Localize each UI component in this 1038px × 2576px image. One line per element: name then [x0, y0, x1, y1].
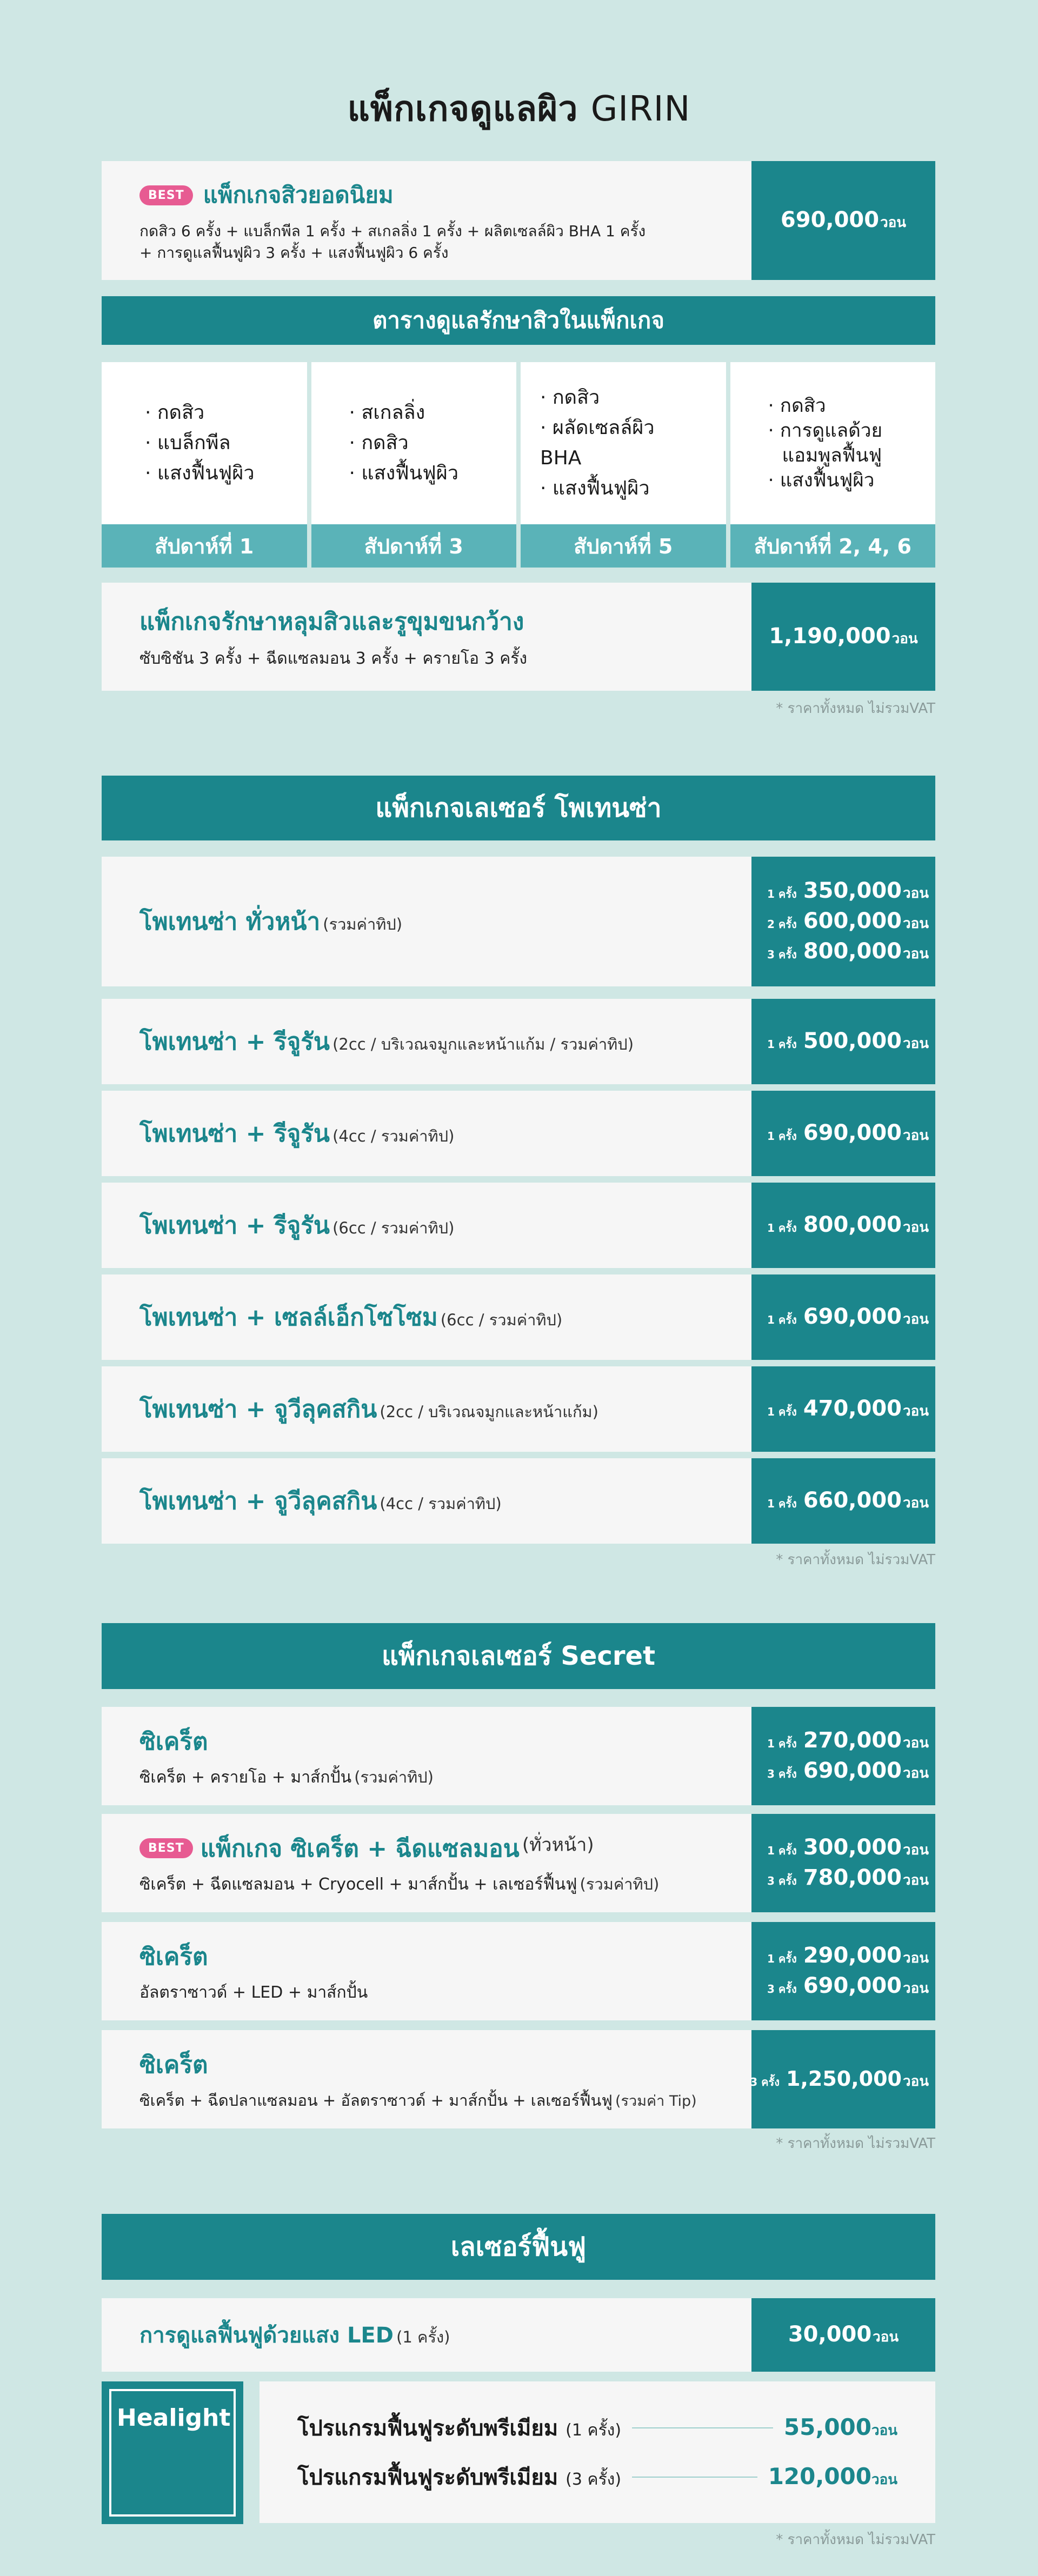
secret-item-sub: ซิเคร็ต + ฉีดปลาแซลมอน + อัลตราซาวด์ + มาส์กปั้น + เลเซอร์ฟื้นฟู — [139, 2091, 613, 2110]
potenza-item-name: โพเทนซ่า + เซลล์เอ็กโซโซม — [139, 1304, 438, 1331]
acne-popular-line2: + การดูแลฟื้นฟูผิว 3 ครั้ง + แสงฟื้นฟูผิว 6 ครั้ง — [139, 244, 449, 262]
acne-scar-price — [769, 624, 917, 650]
healight-option-1[interactable] — [297, 2411, 897, 2445]
price-currency: วอน — [903, 916, 929, 932]
healight-option-label — [297, 2411, 621, 2445]
potenza-item-prices — [751, 1458, 935, 1544]
secret-item-name: ซิเคร็ต — [139, 2051, 208, 2079]
potenza-item-note: (รวมค่าทิป) — [323, 915, 403, 933]
schedule-week-label: สัปดาห์ที่ 5 — [521, 524, 726, 568]
acne-popular-name: แพ็กเกจสิวยอดนิยม — [203, 182, 394, 208]
potenza-item-note: (4cc / รวมค่าทิป) — [332, 1127, 455, 1145]
price-count: 2 ครั้ง — [767, 918, 797, 931]
price-line — [767, 1835, 929, 1861]
acne-scar-price-box — [751, 583, 935, 691]
price-amount: 800,000 — [803, 1212, 902, 1237]
schedule-table — [102, 362, 935, 568]
price-count: 1 ครั้ง — [767, 1737, 797, 1750]
healight-option-name: โปรแกรมฟื้นฟูระดับพรีเมียม — [297, 2415, 558, 2441]
acne-scar-package[interactable] — [102, 583, 935, 691]
potenza-item-name: โพเทนซ่า + รีจูรัน — [139, 1212, 330, 1239]
secret-item-3[interactable] — [102, 1922, 935, 2020]
vat-note: * ราคาทั้งหมด ไม่รวมVAT — [776, 700, 935, 717]
schedule-item: · แสงฟื้นฟูผิว — [145, 462, 255, 484]
secret-item-name: ซิเคร็ต — [139, 1727, 208, 1756]
potenza-item-desc — [102, 1366, 751, 1452]
price-count: 1 ครั้ง — [767, 1405, 797, 1418]
price-currency: วอน — [903, 1735, 929, 1751]
price-currency: วอน — [903, 1036, 929, 1052]
schedule-item: · กดสิว — [540, 386, 600, 409]
price-currency: วอน — [903, 1980, 929, 1997]
healight-option-name: โปรแกรมฟื้นฟูระดับพรีเมียม — [297, 2465, 558, 2490]
schedule-item: · แบล็กพีล — [145, 432, 231, 454]
leader-line — [632, 2477, 757, 2478]
best-badge: BEST — [139, 185, 193, 205]
schedule-item: · ผลัดเซลล์ผิว BHA — [540, 417, 655, 469]
healight-option-2[interactable] — [297, 2460, 897, 2494]
schedule-week-items — [311, 362, 517, 524]
price-amount: 470,000 — [803, 1396, 902, 1421]
potenza-item-desc — [102, 1183, 751, 1268]
secret-item-name: ซิเคร็ต — [139, 1943, 208, 1971]
price-line — [788, 2322, 899, 2348]
secret-title: แพ็กเกจเลเซอร์ Secret — [381, 1641, 656, 1671]
price-currency: วอน — [873, 2329, 899, 2345]
price-currency: วอน — [880, 215, 907, 231]
price-count: 1 ครั้ง — [767, 887, 797, 900]
price-count: 1 ครั้ง — [767, 1952, 797, 1965]
price-amount: 690,000 — [803, 1120, 902, 1145]
schedule-item: · แสงฟื้นฟูผิว — [768, 470, 875, 491]
price-line — [767, 878, 929, 904]
price-count: 1 ครั้ง — [767, 1130, 797, 1143]
best-badge: BEST — [139, 1838, 193, 1858]
potenza-item-desc — [102, 857, 751, 986]
schedule-header — [102, 296, 935, 345]
schedule-week-label: สัปดาห์ที่ 2, 4, 6 — [730, 524, 936, 568]
acne-scar-name: แพ็กเกจรักษาหลุมสิวและรูขุมขนกว้าง — [139, 608, 524, 636]
price-amount: 350,000 — [803, 878, 902, 903]
potenza-title: แพ็กเกจเลเซอร์ โพเทนซ่า — [375, 793, 662, 823]
potenza-item-note: (6cc / รวมค่าทิป) — [440, 1311, 563, 1329]
recovery-header — [102, 2214, 935, 2280]
price-currency: วอน — [903, 1219, 929, 1236]
schedule-item: · กดสิว — [349, 432, 409, 454]
price-line — [767, 1758, 929, 1784]
vat-note: * ราคาทั้งหมด ไม่รวมVAT — [776, 2532, 935, 2548]
potenza-item-rejuran-4cc[interactable] — [102, 1091, 935, 1176]
price-count: 1 ครั้ง — [767, 1844, 797, 1857]
healight-option-note: (3 ครั้ง) — [565, 2470, 622, 2489]
schedule-item: · แสงฟื้นฟูผิว — [349, 462, 459, 484]
potenza-item-desc — [102, 1091, 751, 1176]
price-currency: วอน — [903, 1872, 929, 1888]
secret-item-prices — [751, 1814, 935, 1912]
recovery-led-desc — [102, 2298, 751, 2372]
schedule-week-2-4-6 — [730, 362, 936, 568]
potenza-item-rejuran-6cc[interactable] — [102, 1183, 935, 1268]
price-amount: 290,000 — [803, 1943, 902, 1968]
secret-header — [102, 1623, 935, 1689]
potenza-item-full-face[interactable] — [102, 857, 935, 986]
schedule-week-label: สัปดาห์ที่ 1 — [102, 524, 307, 568]
potenza-item-desc — [102, 999, 751, 1084]
potenza-item-prices — [751, 999, 935, 1084]
price-amount: 1,250,000 — [786, 2066, 902, 2091]
price-count: 1 ครั้ง — [767, 1222, 797, 1234]
price-line — [767, 1488, 929, 1514]
potenza-header — [102, 776, 935, 840]
price-count: 3 ครั้ง — [767, 948, 797, 961]
potenza-item-juvelook-4cc[interactable] — [102, 1458, 935, 1544]
acne-popular-price — [781, 208, 906, 233]
secret-item-sub-note: (รวมค่า Tip) — [615, 2093, 697, 2110]
price-currency: วอน — [903, 1403, 929, 1419]
secret-item-name: แพ็กเกจ ซิเคร็ต + ฉีดแซลมอน — [200, 1834, 520, 1863]
acne-popular-line1: กดสิว 6 ครั้ง + แบล็กพีล 1 ครั้ง + สเกลลิ่ง 1 ครั้ง + ผลิตเซลล์ผิว BHA 1 ครั้ง — [139, 222, 646, 240]
secret-item-sub-note: (รวมค่าทิป) — [580, 1874, 660, 1893]
secret-item-desc — [102, 1707, 751, 1805]
price-currency: วอน — [903, 2073, 929, 2090]
secret-item-sub-note: (รวมค่าทิป) — [354, 1767, 434, 1786]
potenza-item-prices — [751, 1366, 935, 1452]
potenza-item-name: โพเทนซ่า ทั่วหน้า — [139, 908, 321, 936]
potenza-item-note: (2cc / บริเวณจมูกและหน้าแก้ม) — [380, 1403, 598, 1421]
price-amount: 690,000 — [780, 208, 880, 232]
price-currency: วอน — [903, 1495, 929, 1511]
schedule-item: · แสงฟื้นฟูผิว — [540, 477, 650, 499]
price-currency: วอน — [871, 2472, 897, 2488]
recovery-led-note: (1 ครั้ง) — [396, 2328, 450, 2346]
price-currency: วอน — [903, 1311, 929, 1327]
vat-note: * ราคาทั้งหมด ไม่รวมVAT — [776, 2135, 935, 2152]
potenza-item-desc — [102, 1274, 751, 1360]
recovery-healight — [102, 2381, 935, 2523]
price-count: 3 ครั้ง — [767, 1983, 797, 1996]
brand-name: GIRIN — [590, 89, 691, 129]
potenza-item-desc — [102, 1458, 751, 1544]
schedule-week-1 — [102, 362, 307, 568]
recovery-led-name: การดูแลฟื้นฟูด้วยแสง LED — [139, 2323, 394, 2348]
price-amount: 660,000 — [803, 1488, 902, 1513]
secret-item-sub: ซิเคร็ต + ฉีดแซลมอน + Cryocell + มาส์กปั้น + เลเซอร์ฟื้นฟู — [139, 1874, 577, 1894]
healight-options — [260, 2381, 935, 2523]
potenza-item-name: โพเทนซ่า + รีจูรัน — [139, 1120, 330, 1147]
schedule-item: แอมพูลฟื้นฟู — [782, 445, 882, 466]
potenza-item-note: (6cc / รวมค่าทิป) — [332, 1219, 455, 1237]
price-line — [767, 939, 929, 965]
price-line — [767, 1120, 929, 1146]
schedule-title: ตารางดูแลรักษาสิวในแพ็กเกจ — [372, 307, 664, 333]
price-amount: 30,000 — [788, 2322, 872, 2347]
secret-item-desc — [102, 1814, 751, 1912]
schedule-week-5 — [521, 362, 726, 568]
secret-item-sub: อัลตราซาวด์ + LED + มาส์กปั้น — [139, 1983, 368, 2002]
potenza-item-name: โพเทนซ่า + รีจูรัน — [139, 1028, 330, 1056]
recovery-led[interactable] — [102, 2298, 935, 2372]
secret-item-2[interactable] — [102, 1814, 935, 1912]
secret-item-prices — [751, 1707, 935, 1805]
recovery-title: เลเซอร์ฟื้นฟู — [450, 2232, 587, 2262]
recovery-led-price-box — [751, 2298, 935, 2372]
acne-popular-price-box — [751, 161, 935, 280]
price-amount: 500,000 — [803, 1029, 902, 1053]
page-title-text: แพ็กเกจดูแลผิว — [347, 89, 578, 129]
schedule-item: · สเกลลิ่ง — [349, 402, 425, 424]
leader-line — [632, 2427, 773, 2428]
schedule-week-3 — [311, 362, 517, 568]
secret-item-4[interactable] — [102, 2030, 935, 2128]
acne-popular-desc — [102, 161, 751, 280]
potenza-item-prices — [751, 1274, 935, 1360]
schedule-week-items — [521, 362, 726, 524]
price-count: 3 ครั้ง — [767, 1767, 797, 1780]
schedule-item: · กดสิว — [768, 395, 826, 417]
price-amount: 270,000 — [803, 1728, 902, 1753]
potenza-item-exosome[interactable] — [102, 1274, 935, 1360]
price-count: 1 ครั้ง — [767, 1038, 797, 1051]
price-currency: วอน — [903, 885, 929, 902]
price-amount: 690,000 — [803, 1758, 902, 1783]
secret-item-sub: ซิเคร็ต + ครายโอ + มาส์กปั้น — [139, 1767, 352, 1787]
price-line — [767, 909, 929, 935]
price-line — [767, 1943, 929, 1969]
price-amount: 55,000 — [783, 2414, 871, 2440]
price-line — [767, 1728, 929, 1754]
price-line — [767, 1865, 929, 1891]
price-line — [767, 1304, 929, 1330]
price-count: 1 ครั้ง — [767, 1313, 797, 1326]
healight-option-note: (1 ครั้ง) — [565, 2420, 622, 2440]
price-count: 3 ครั้ง — [750, 2075, 780, 2088]
price-amount: 780,000 — [803, 1865, 902, 1890]
potenza-item-juvelook-2cc[interactable] — [102, 1366, 935, 1452]
price-line — [767, 1396, 929, 1422]
acne-popular-header — [139, 177, 714, 213]
price-currency: วอน — [871, 2422, 897, 2439]
potenza-item-prices — [751, 1183, 935, 1268]
potenza-item-name: โพเทนซ่า + จูวีลุคสกิน — [139, 1487, 377, 1515]
price-amount: 600,000 — [803, 909, 902, 933]
acne-scar-desc — [102, 583, 751, 691]
potenza-item-rejuran-2cc[interactable] — [102, 999, 935, 1084]
healight-option-label — [297, 2460, 621, 2494]
potenza-item-name: โพเทนซ่า + จูวีลุคสกิน — [139, 1396, 377, 1423]
price-currency: วอน — [891, 631, 918, 647]
price-amount: 800,000 — [803, 939, 902, 964]
price-amount: 690,000 — [803, 1973, 902, 1998]
price-count: 3 ครั้ง — [767, 1874, 797, 1887]
price-line — [750, 2067, 929, 2092]
healight-label: Healight — [102, 2381, 243, 2524]
price-currency: วอน — [903, 1127, 929, 1144]
secret-item-prices — [751, 1922, 935, 2020]
potenza-item-prices — [751, 857, 935, 986]
schedule-week-items — [102, 362, 307, 524]
potenza-item-prices — [751, 1091, 935, 1176]
price-count: 1 ครั้ง — [767, 1497, 797, 1510]
price-amount: 120,000 — [768, 2463, 871, 2490]
price-amount: 690,000 — [803, 1304, 902, 1329]
price-currency: วอน — [903, 946, 929, 962]
acne-scar-sub: ซับซิชัน 3 ครั้ง + ฉีดแซลมอน 3 ครั้ง + ครายโอ 3 ครั้ง — [139, 649, 528, 668]
schedule-week-label: สัปดาห์ที่ 3 — [311, 524, 517, 568]
potenza-item-note: (4cc / รวมค่าทิป) — [380, 1494, 502, 1513]
price-line — [767, 1973, 929, 1999]
price-line — [767, 1029, 929, 1055]
price-currency: วอน — [903, 1765, 929, 1781]
secret-item-desc — [102, 1922, 751, 2020]
price-amount: 300,000 — [803, 1835, 902, 1860]
potenza-item-note: (2cc / บริเวณจมูกและหน้าแก้ม / รวมค่าทิป) — [332, 1035, 634, 1053]
schedule-item: · กดสิว — [145, 402, 205, 424]
healight-option-price — [768, 2463, 897, 2491]
healight-option-price — [784, 2414, 897, 2441]
schedule-week-items — [730, 362, 936, 524]
schedule-item: · การดูแลด้วย — [768, 420, 883, 442]
secret-item-name-note: (ทั่วหน้า) — [522, 1834, 594, 1856]
acne-popular-package[interactable] — [102, 161, 935, 280]
vat-note: * ราคาทั้งหมด ไม่รวมVAT — [776, 1552, 935, 1568]
price-line — [767, 1212, 929, 1238]
secret-item-1[interactable] — [102, 1707, 935, 1805]
price-amount: 1,190,000 — [769, 624, 891, 649]
secret-item-prices — [751, 2030, 935, 2128]
secret-item-desc — [102, 2030, 751, 2128]
price-currency: วอน — [903, 1842, 929, 1858]
price-currency: วอน — [903, 1950, 929, 1966]
page-title — [0, 81, 1038, 136]
